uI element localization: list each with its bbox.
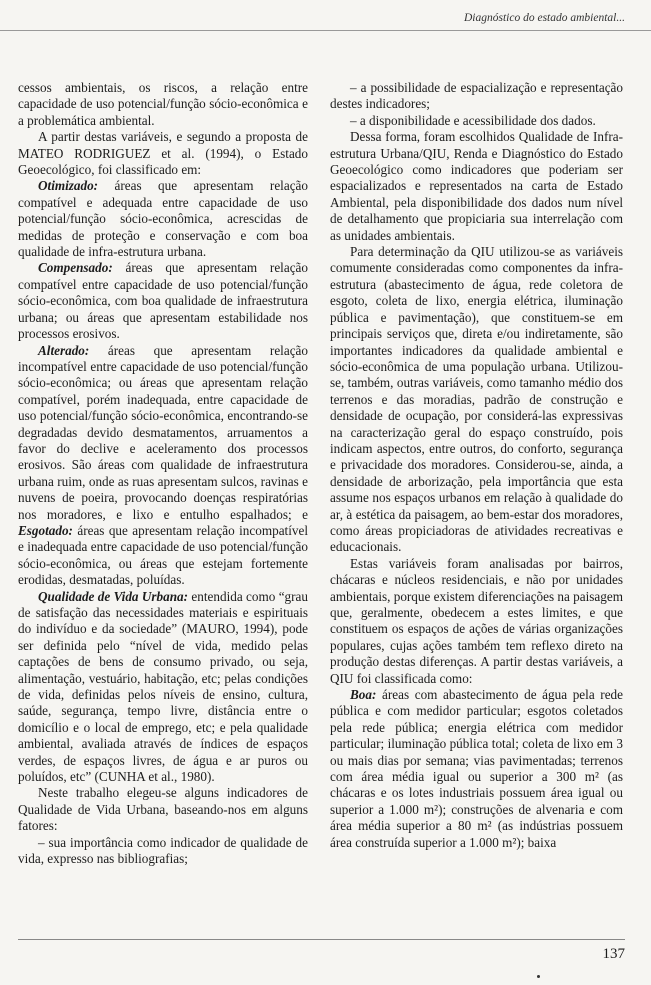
running-title: Diagnóstico do estado ambiental... (464, 12, 625, 24)
definition-text: áreas que apresentam relação incompatível e inadequada entre capacidade de uso potencial/função sócio-econômica, ou áreas que estejam fortemente erodidas, desmatadas, poluídas. (18, 522, 308, 588)
footer-rule (18, 939, 625, 940)
list-item: – sua importância como indicador de qualidade de vida, expresso nas bibliografias; (18, 834, 308, 867)
paragraph: A partir destas variáveis, e segundo a proposta de MATEO RODRIGUEZ et al. (1994), o Estado Geoecológico, foi classificado em: (18, 129, 308, 178)
definition-text: áreas que apresentam relação compatível entre capacidade de uso potencial/função sócio-econômica, com boa qualidade de infraestrutura urbana; ou áreas que apresentam estabilidade nos processos erosivos. (18, 260, 308, 342)
term-qualidade-vida: Qualidade de Vida Urbana: (38, 588, 189, 604)
header-rule (0, 30, 651, 31)
paragraph: Dessa forma, foram escolhidos Qualidade de Infra-estrutura Urbana/QIU, Renda e Diagnóstico do Estado Geoecológico como indicadores que poderiam ser espacializados e representados na carta de Estado Ambiental, pela disponibilidade dos dados num nível de detalhamento que propiciaria sua interrelação com as unidades ambientais. (330, 129, 623, 243)
term-compensado: Compensado: (38, 260, 113, 276)
paragraph-qualidade (18, 589, 308, 786)
paragraph: Para determinação da QIU utilizou-se as variáveis comumente consideradas como componentes da infra-estrutura (abastecimento de água, rede coletora de esgoto, coleta de lixo, energia elétrica, iluminação pública e pavimentação), que constituem-se em principais serviços que, direta e/ou indiretamente, são importantes indicadores da qualidade ambiental e sócio-econômica de uma população urbana. Utilizou-se, também, outras variáveis, como tamanho médio dos terrenos e das moradias, padrão de construção e densidade de ocupação, por considerá-las expressivas na caracterização geral do espaço construído, pois indicam aspectos, entre outros, do conforto, segurança e privacidade dos moradores. Considerou-se, ainda, a densidade de arborização, pela importância que esta assume nos espaços urbanos em relação à qualidade do ar, à estética da paisagem, ao bem-estar dos moradores, como áreas propiciadoras de atividades recreativas e educacionais. (330, 244, 623, 555)
paragraph: Neste trabalho elegeu-se alguns indicadores de Qualidade de Vida Urbana, baseando-nos em alguns fatores: (18, 785, 308, 834)
left-column (18, 80, 308, 868)
paragraph-alterado (18, 343, 308, 589)
paragraph: cessos ambientais, os riscos, a relação entre capacidade de uso potencial/função sócio-econômica e a problemática ambiental. (18, 80, 308, 128)
definition-text: áreas que apresentam relação compatível e adequada entre capacidade de uso potencial/função sócio-econômica, acrescidas de medidas de proteção e conservação e com boa qualidade de infra-estrutura urbana. (18, 178, 308, 260)
definition-text: entendida como “grau de satisfação das necessidades materiais e espirituais do indivíduo e da sociedade” (MAURO, 1994), pode ser definida pelo “nível de vida, medido pelas captações de bens de consumo privado, ou seja, alimentação, vestuário, habitação, etc; pelas condições de vida, definidas pelos níveis de ensino, cultura, saúde, segurança, tempo livre, distância entre o domicílio e o local de emprego, etc; e pela qualidade ambiental, avaliada através de índices de espaços verdes, de espaços livres, de água e ar puros ou poluídos, etc” (CUNHA et al., 1980). (18, 588, 308, 785)
definition-text: áreas que apresentam relação incompatível entre capacidade de uso potencial/função sócio-econômica; ou áreas que apresentam relação compatível, porém inadequada, entre capacidade de uso potencial/função sócio-econômica, encontrando-se degradadas devido desmatamentos, arruamentos a favor do declive e aceleramento dos processos erosivos. São áreas com qualidade de infraestrutura urbana ruim, onde as ruas apresentam sulcos, ravinas e nuvens de poeira, provocando doenças respiratórias nos moradores, e lixo e entulho espalhados; e (18, 342, 308, 522)
definition-text: áreas com abastecimento de água pela rede pública e com medidor particular; esgotos coletados pela rede pública; energia elétrica com medidor particular; iluminação pública total; coleta de lixo em 3 ou mais dias por semana; vias pavimentadas; terrenos com área média igual ou superior a 300 m² (as chácaras e os lotes industriais possuem área igual ou superior a 1.000 m²); construções de alvenaria e com área média superior a 80 m² (as indústrias possuem área construída superior a 1.000 m²); baixa (330, 687, 623, 850)
print-speck (537, 975, 540, 978)
paragraph-boa (330, 687, 623, 851)
paragraph-compensado (18, 260, 308, 342)
term-alterado: Alterado: (38, 342, 90, 358)
term-otimizado: Otimizado: (38, 178, 99, 194)
term-esgotado: Esgotado: (18, 522, 73, 538)
page-number: 137 (602, 946, 625, 962)
paragraph: Estas variáveis foram analisadas por bairros, chácaras e núcleos residenciais, e não por unidades ambientais, porque existem diferenciações na paisagem que, geralmente, obedecem a estes limites, e que constituem os espaços de ações de várias organizações populares, cujas ações também tem reflexo direto na produção destas diferenças. A partir destas variáveis, a QIU foi classificada como: (330, 555, 623, 686)
right-column (330, 80, 623, 851)
list-item: – a possibilidade de espacialização e representação destes indicadores; (330, 80, 623, 112)
paragraph-otimizado (18, 178, 308, 260)
list-item: – a disponibilidade e acessibilidade dos dados. (350, 112, 596, 128)
term-boa: Boa: (350, 687, 377, 703)
